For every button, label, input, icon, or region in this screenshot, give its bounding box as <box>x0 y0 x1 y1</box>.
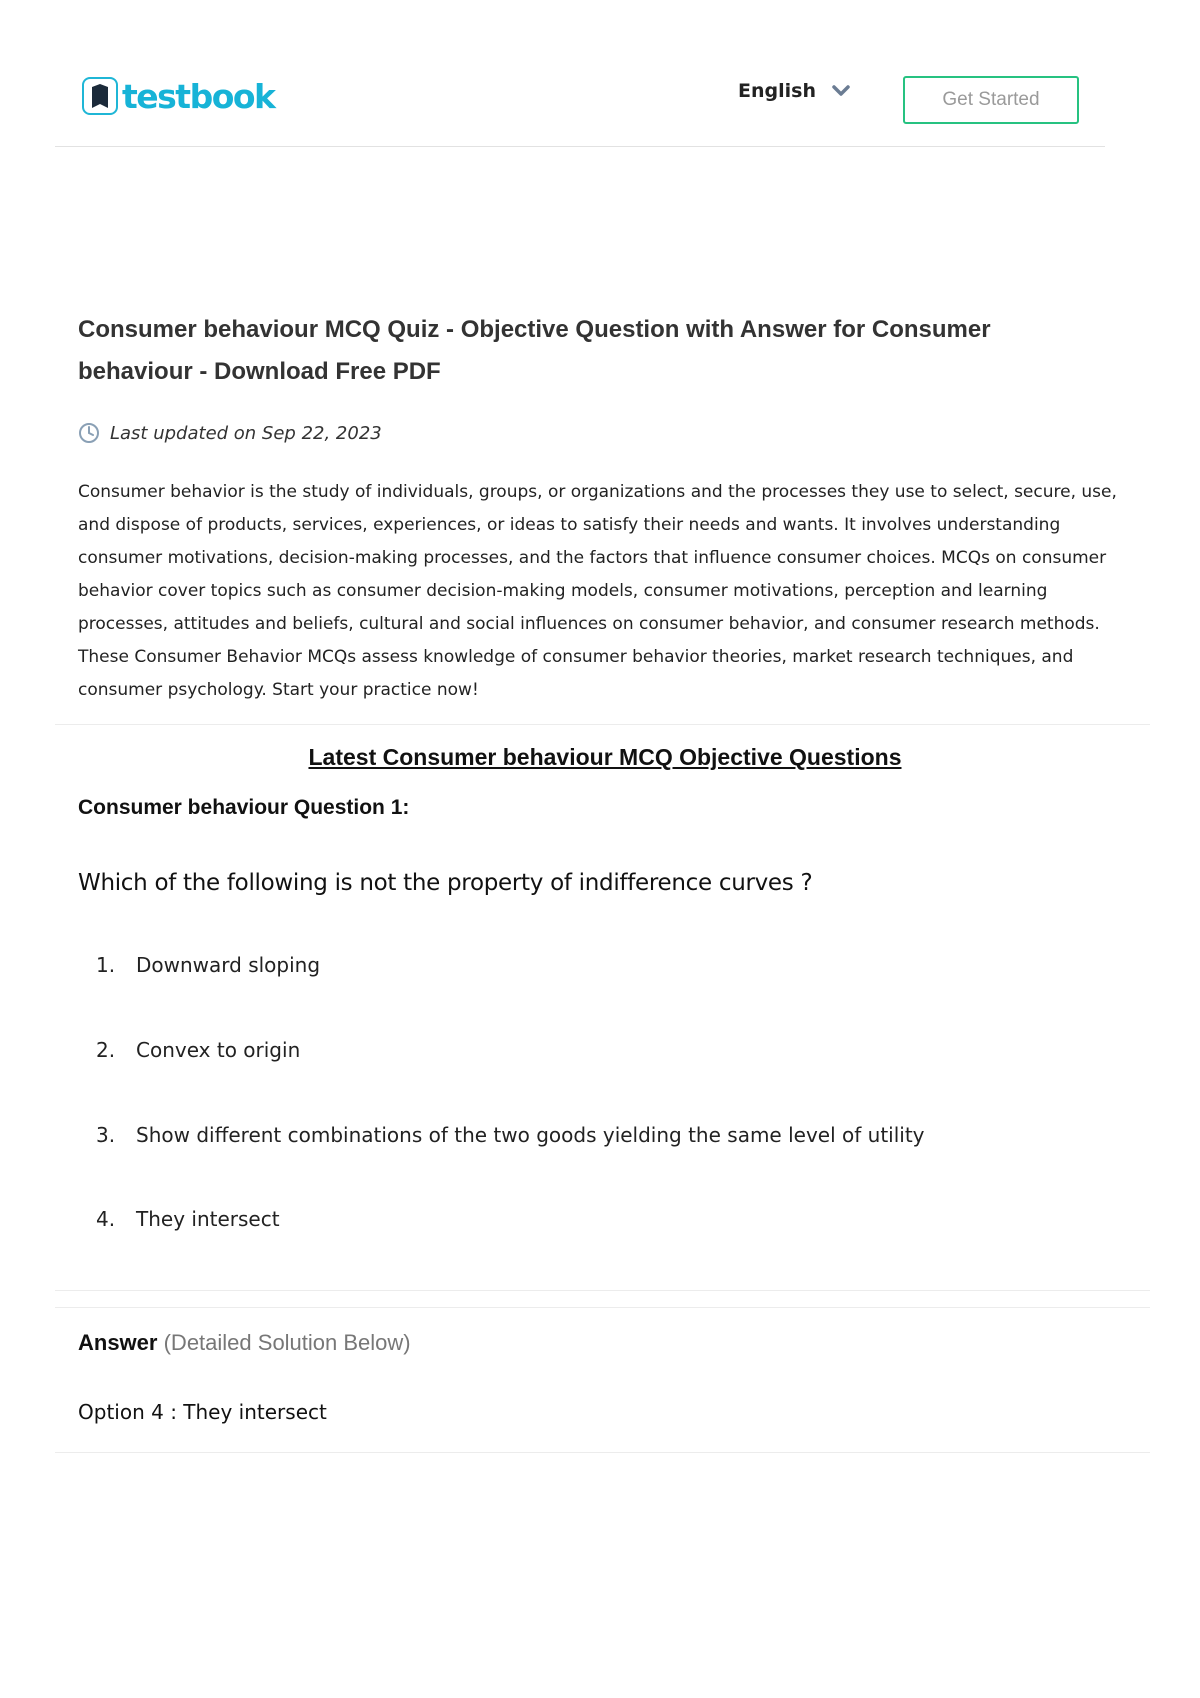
last-updated-text: Last updated on Sep 22, 2023 <box>110 422 382 444</box>
site-header <box>55 60 1105 147</box>
divider <box>55 1307 1150 1308</box>
answer-value: Option 4 : They intersect <box>78 1400 327 1424</box>
chevron-down-icon <box>832 85 850 97</box>
book-icon <box>82 77 118 115</box>
answer-label: Answer <box>78 1330 158 1355</box>
logo-text: testbook <box>122 76 275 116</box>
answer-heading <box>78 1330 411 1356</box>
language-label: English <box>738 80 816 102</box>
answer-hint: (Detailed Solution Below) <box>163 1330 411 1355</box>
option-1[interactable] <box>96 953 320 977</box>
divider <box>55 1452 1150 1453</box>
page-title: Consumer behaviour MCQ Quiz - Objective Question with Answer for Consumer behaviour - Download Free PDF <box>78 316 991 385</box>
option-number: 1. <box>96 953 116 977</box>
option-2[interactable] <box>96 1038 300 1062</box>
question-label: Consumer behaviour Question 1: <box>78 796 410 819</box>
divider <box>55 724 1150 725</box>
clock-icon <box>78 422 100 444</box>
section-heading[interactable]: Latest Consumer behaviour MCQ Objective Questions <box>308 744 902 770</box>
last-updated <box>78 422 382 444</box>
intro-paragraph: Consumer behavior is the study of individuals, groups, or organizations and the processes they use to select, secure, use, and dispose of products, services, experiences, or ideas to satisfy their needs and wants. It involves understanding consumer motivations, decision-making processes, and the factors that influence consumer choices. MCQs on consumer behavior cover topics such as consumer decision-making models, consumer motivations, perception and learning processes, attitudes and beliefs, cultural and social influences on consumer behavior, and consumer research methods. These Consumer Behavior MCQs assess knowledge of consumer behavior theories, market research techniques, and consumer psychology. Start your practice now! <box>78 482 1117 700</box>
option-number: 3. <box>96 1123 116 1147</box>
option-number: 4. <box>96 1207 116 1231</box>
testbook-logo[interactable] <box>82 76 274 116</box>
option-3[interactable] <box>96 1123 925 1147</box>
get-started-button[interactable]: Get Started <box>903 76 1079 124</box>
option-text: Downward sloping <box>136 953 321 977</box>
option-number: 2. <box>96 1038 116 1062</box>
divider <box>55 1290 1150 1291</box>
question-text: Which of the following is not the property of indifference curves ? <box>78 870 813 896</box>
option-text: They intersect <box>136 1207 280 1231</box>
option-text: Show different combinations of the two goods yielding the same level of utility <box>136 1123 925 1147</box>
option-4[interactable] <box>96 1207 280 1231</box>
language-selector[interactable] <box>738 80 850 102</box>
option-text: Convex to origin <box>136 1038 301 1062</box>
